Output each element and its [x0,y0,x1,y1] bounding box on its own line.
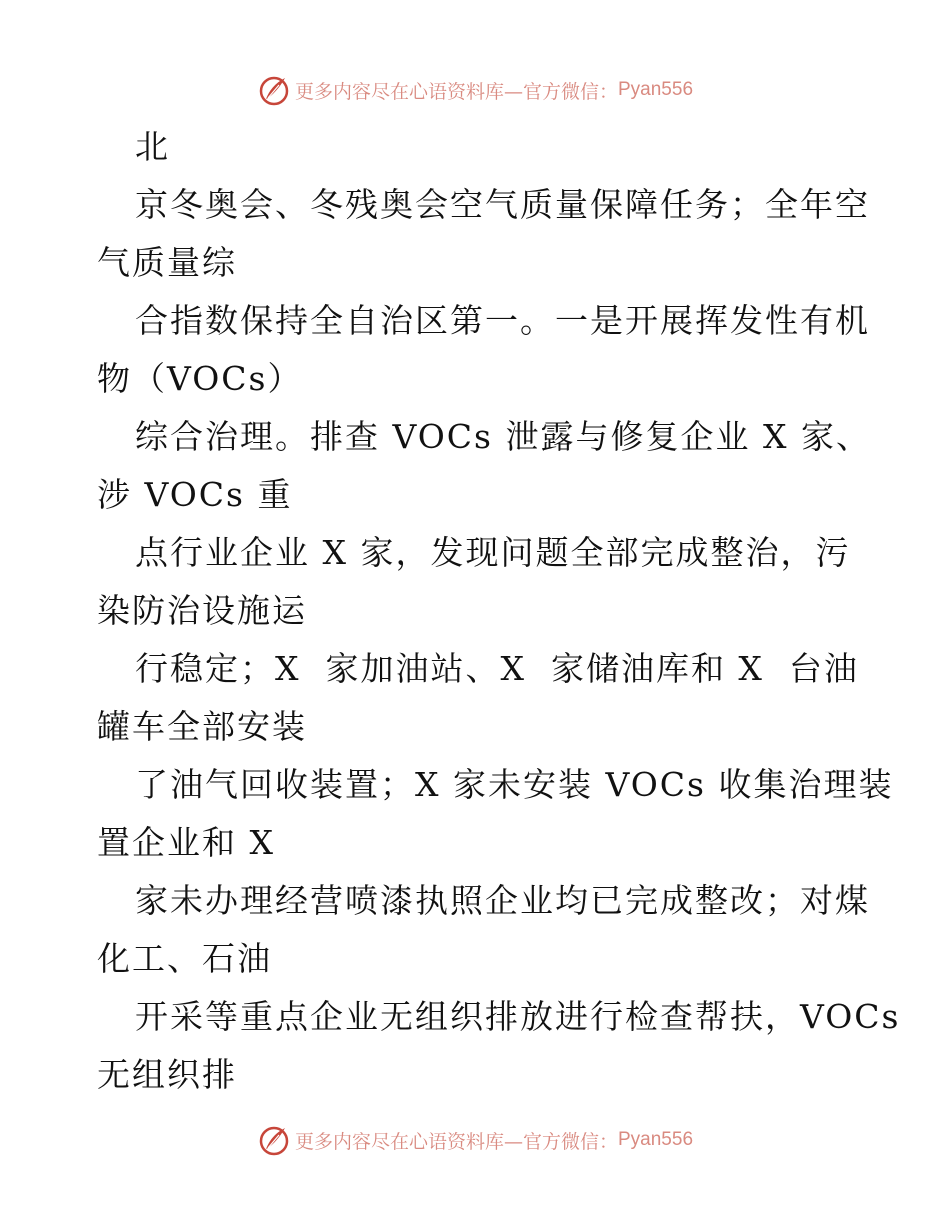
text-line: 涉 VOCs 重 [97,475,293,514]
footer-watermark [0,1120,950,1160]
text-line: 了油气回收装置；X 家未安装 VOCs 收集治理装 [135,765,894,804]
text-line: 罐车全部安装 [97,707,307,746]
text-line: 京冬奥会、冬残奥会空气质量保障任务；全年空 [135,185,870,224]
header-watermark [0,70,950,110]
text-line: 家未办理经营喷漆执照企业均已完成整改；对煤 [135,881,870,920]
watermark-wechat-id: Pyan556 [618,79,694,100]
text-line: 置企业和 X [97,823,275,862]
text-line: 物（VOCs） [97,359,303,398]
text-line: 无组织排 [97,1055,237,1094]
text-line: 合指数保持全自治区第一。一是开展挥发性有机 [135,301,870,340]
feather-pen-logo-icon [257,1123,291,1157]
document-body [97,118,901,1104]
text-line: 化工、石油 [97,939,272,978]
text-line: 行稳定；X 家加油站、X 家储油库和 X 台油 [135,649,859,688]
text-line: 开采等重点企业无组织排放进行检查帮扶，VOCs [135,997,901,1036]
watermark-text: 更多内容尽在心语资料库—官方微信： [294,80,618,103]
text-line: 北 [135,127,170,166]
watermark-wechat-id: Pyan556 [618,1129,694,1150]
text-line: 染防治设施运 [97,591,307,630]
watermark-text: 更多内容尽在心语资料库—官方微信： [294,1130,618,1153]
text-line: 气质量综 [97,243,237,282]
feather-pen-logo-icon [257,73,291,107]
text-line: 点行业企业 X 家，发现问题全部完成整治，污 [135,533,851,572]
text-line: 综合治理。排查 VOCs 泄露与修复企业 X 家、 [135,417,871,456]
